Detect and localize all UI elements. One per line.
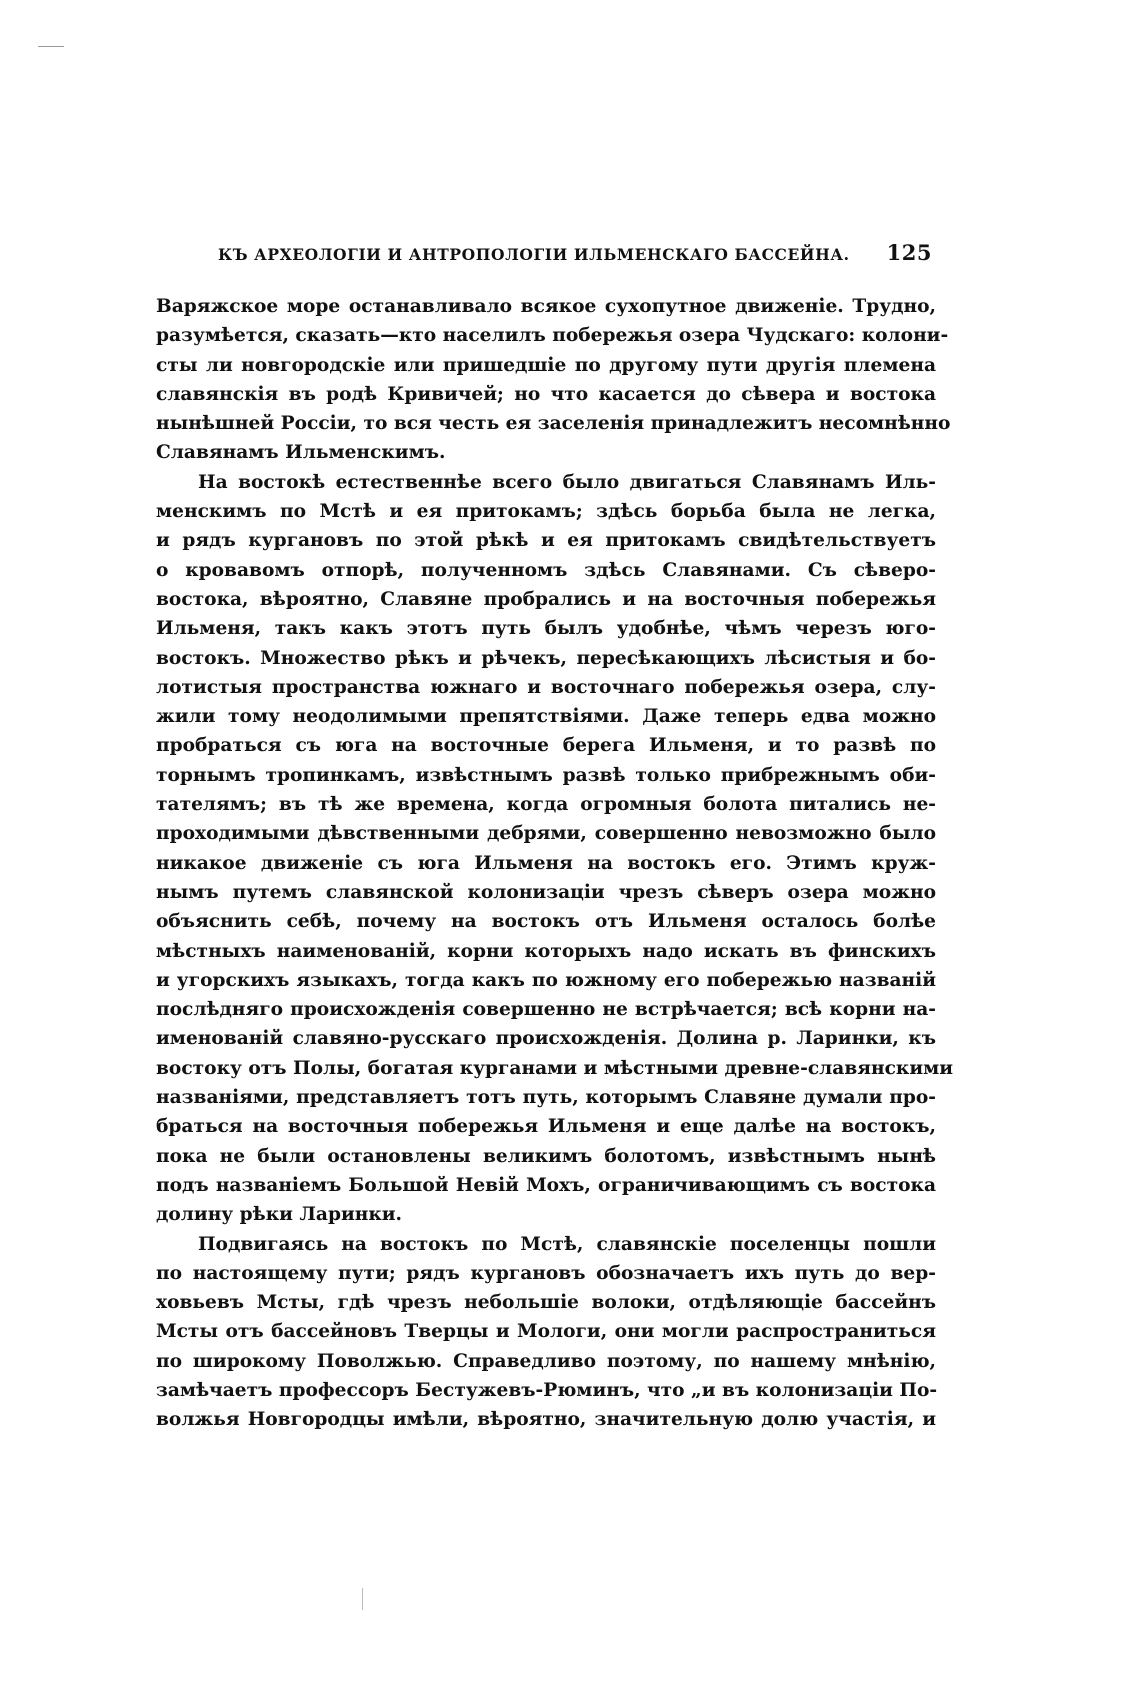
- scan-gutter-mark: [362, 1588, 363, 1610]
- scan-edge-mark: [38, 46, 64, 47]
- text-line: пока не были остановлены великимъ болотомъ, извѣстнымъ нынѣ: [156, 1145, 936, 1167]
- text-line: по настоящему пути; рядъ кургановъ обозначаетъ ихъ путь до вер-: [156, 1262, 936, 1284]
- paragraph-3: [156, 1230, 936, 1435]
- text-line: проходимыми дѣвственными дебрями, совершенно невозможно было: [156, 823, 936, 845]
- text-line: тателямъ; въ тѣ же времена, когда огромныя болота питались не-: [156, 794, 936, 816]
- text-line: славянскія въ родѣ Кривичей; но что касается до сѣвера и востока: [156, 383, 936, 405]
- text-line: и рядъ кургановъ по этой рѣкѣ и ея притокамъ свидѣтельствуетъ: [156, 530, 936, 552]
- text-line: никакое движеніе съ юга Ильменя на востокъ его. Этимъ круж-: [156, 852, 936, 874]
- text-line: замѣчаетъ профессоръ Бестужевъ-Рюминъ, что „и въ колонизаціи По-: [156, 1379, 938, 1401]
- text-line: На востокѣ естественнѣе всего было двигаться Славянамъ Иль-: [198, 471, 936, 493]
- text-line: названіями, представляетъ тотъ путь, которымъ Славяне думали про-: [156, 1087, 936, 1109]
- text-line: торнымъ тропинкамъ, извѣстнымъ развѣ только прибрежнымъ оби-: [156, 764, 936, 786]
- page-number: 125: [886, 240, 932, 265]
- text-line: мѣстныхъ наименованій, корни которыхъ надо искать въ финскихъ: [156, 940, 936, 962]
- text-line: именованій славяно-русскаго происхожденія. Долина р. Ларинки, къ: [156, 1028, 936, 1050]
- paragraph-2: [156, 468, 954, 1230]
- text-line: подъ названіемъ Большой Невій Мохъ, ограничивающимъ съ востока: [156, 1174, 936, 1196]
- running-header: [218, 240, 932, 276]
- book-page: [156, 240, 954, 1435]
- text-line: нымъ путемъ славянской колонизаціи чрезъ сѣверъ озера можно: [156, 881, 936, 903]
- running-title: КЪ АРХЕОЛОГІИ И АНТРОПОЛОГІИ ИЛЬМЕНСКАГО БАССЕЙНА.: [218, 245, 850, 264]
- text-body: [156, 292, 954, 1435]
- text-line: востокъ. Множество рѣкъ и рѣчекъ, пересѣкающихъ лѣсистыя и бо-: [156, 647, 936, 669]
- text-line: объяснить себѣ, почему на востокъ отъ Ильменя осталось болѣе: [156, 911, 936, 933]
- text-line: послѣдняго происхожденія совершенно не встрѣчается; всѣ корни на-: [156, 999, 936, 1021]
- text-line: востоку отъ Полы, богатая курганами и мѣстными древне-славянскими: [156, 1057, 954, 1079]
- text-line: пробраться съ юга на восточные берега Ильменя, и то развѣ по: [156, 735, 936, 757]
- text-line: сты ли новгородскіе или пришедшіе по другому пути другія племена: [156, 354, 936, 376]
- text-line: и угорскихъ языкахъ, тогда какъ по южному его побережью названій: [156, 969, 936, 991]
- text-line: о кровавомъ отпорѣ, полученномъ здѣсь Славянами. Съ сѣверо-: [156, 559, 936, 581]
- text-line: нынѣшней Россіи, то вся честь ея заселенія принадлежитъ несомнѣнно: [156, 413, 951, 435]
- text-line: долину рѣки Ларинки.: [156, 1204, 403, 1226]
- text-line: Подвигаясь на востокъ по Мстѣ, славянскіе поселенцы пошли: [198, 1233, 936, 1255]
- text-line: разумѣется, сказать—кто населилъ побережья озера Чудскаго: колони-: [156, 325, 949, 347]
- text-line: Варяжское море останавливало всякое сухопутное движеніе. Трудно,: [156, 296, 936, 317]
- text-line: браться на восточныя побережья Ильменя и еще далѣе на востокъ,: [156, 1116, 936, 1138]
- text-line: лотистыя пространства южнаго и восточнаго побережья озера, слу-: [156, 676, 936, 698]
- text-line: Ильменя, такъ какъ этотъ путь былъ удобнѣе, чѣмъ черезъ юго-: [156, 618, 936, 640]
- text-line: волжья Новгородцы имѣли, вѣроятно, значительную долю участія, и: [156, 1409, 936, 1431]
- text-line: Мсты отъ бассейновъ Тверцы и Мологи, они могли распространиться: [156, 1321, 936, 1343]
- paragraph-1: [156, 292, 951, 468]
- text-line: Славянамъ Ильменскимъ.: [156, 442, 446, 464]
- text-line: менскимъ по Мстѣ и ея притокамъ; здѣсь борьба была не легка,: [156, 501, 936, 523]
- text-line: ховьевъ Мсты, гдѣ чрезъ небольшіе волоки, отдѣляющіе бассейнъ: [156, 1292, 936, 1314]
- text-line: жили тому неодолимыми препятствіями. Даже теперь едва можно: [156, 706, 936, 728]
- text-line: востока, вѣроятно, Славяне пробрались и на восточныя побережья: [156, 588, 936, 610]
- text-line: по широкому Поволжью. Справедливо поэтому, по нашему мнѣнію,: [156, 1350, 936, 1372]
